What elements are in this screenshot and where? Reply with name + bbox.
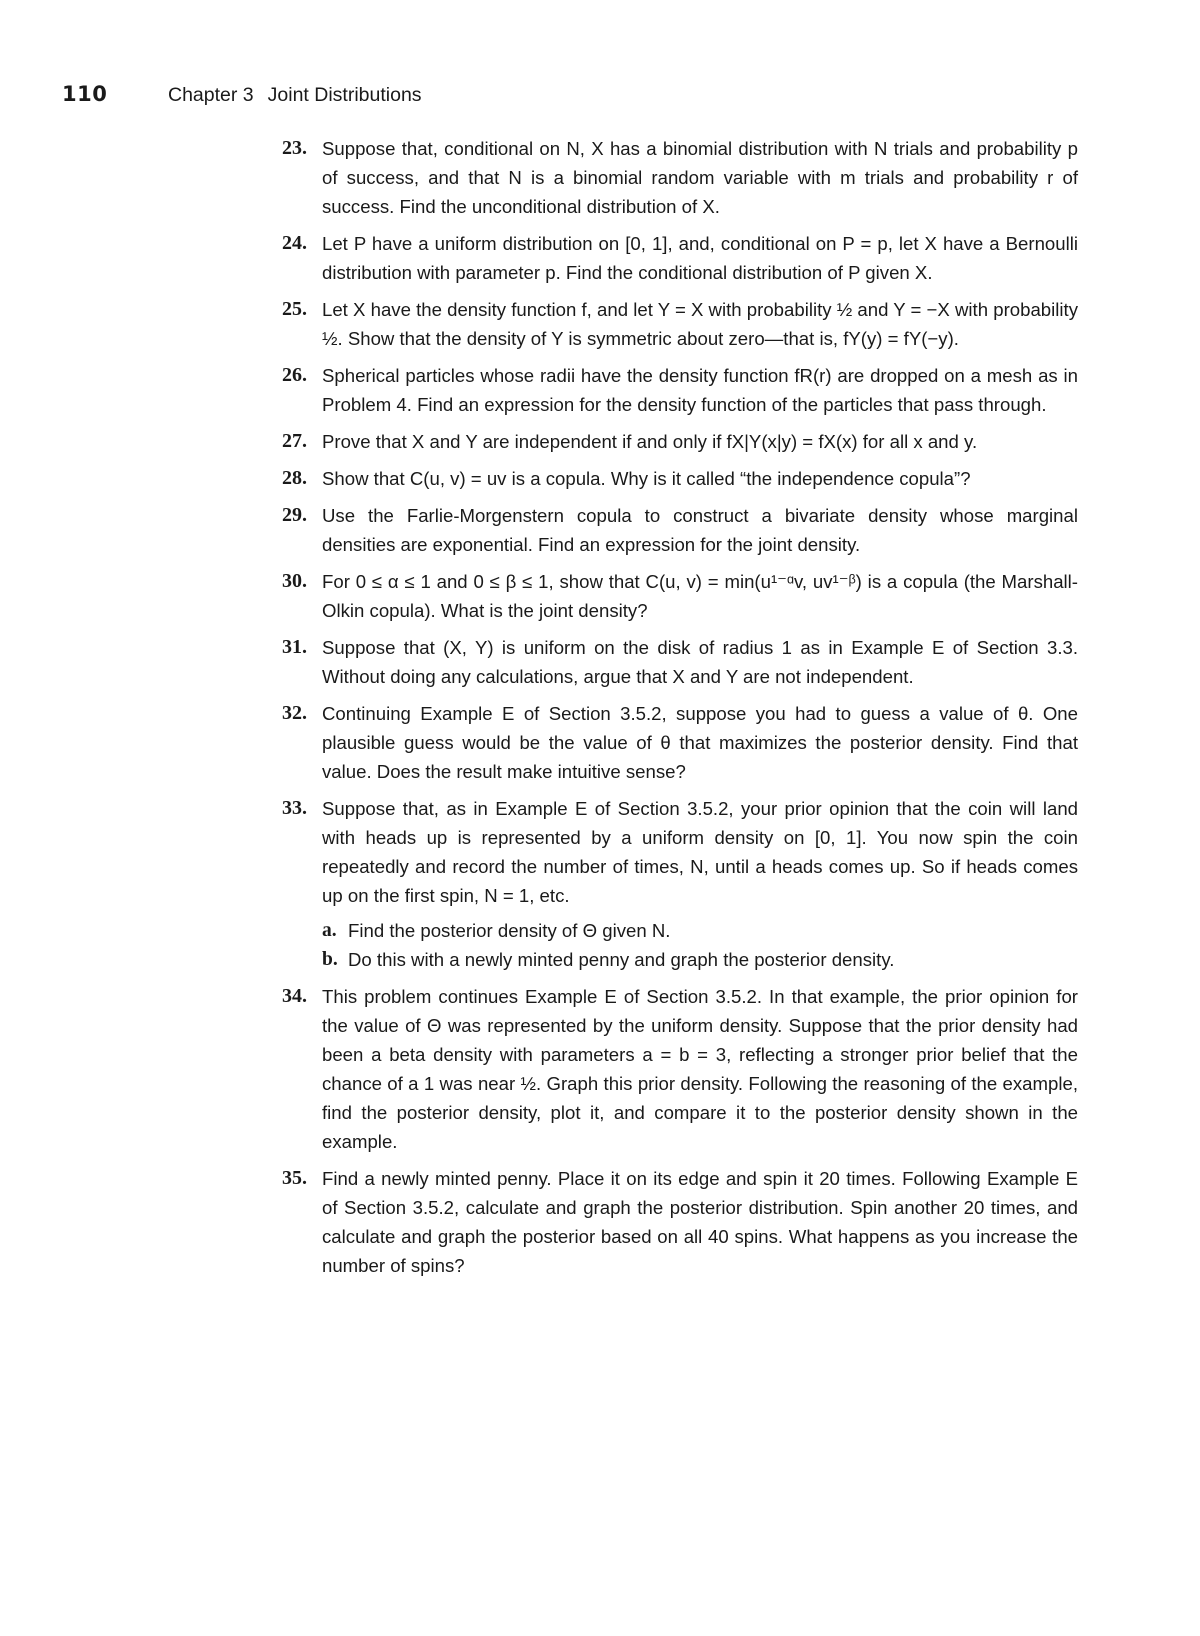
problem-number: 30.: [282, 570, 307, 592]
problem-number: 31.: [282, 636, 307, 658]
problem-text: Continuing Example E of Section 3.5.2, suppose you had to guess a value of θ. One plausible guess would be the value of θ that maximizes the posterior density. Find that value. Does the result make intuitive sense?: [322, 703, 1078, 782]
problem-body: [322, 794, 1078, 974]
problem-text: Suppose that, conditional on N, X has a binomial distribution with N trials and probability p of success, and that N is a binomial random variable with m trials and probability r of success. Find the unconditional distribution of X.: [322, 138, 1078, 217]
problem-23: [282, 134, 1078, 221]
problem-29: [282, 501, 1078, 559]
subpart-b: [322, 945, 1078, 974]
problem-text: For 0 ≤ α ≤ 1 and 0 ≤ β ≤ 1, show that C(u, v) = min(u¹⁻ᵅv, uv¹⁻ᵝ) is a copula (the Marshall-Olkin copula). What is the joint density?: [322, 571, 1078, 621]
problem-25: [282, 295, 1078, 353]
problem-text: Use the Farlie-Morgenstern copula to construct a bivariate density whose marginal densities are exponential. Find an expression for the joint density.: [322, 505, 1078, 555]
problem-number: 23.: [282, 137, 307, 159]
problem-text: Show that C(u, v) = uv is a copula. Why is it called “the independence copula”?: [322, 468, 971, 489]
problem-number: 25.: [282, 298, 307, 320]
problem-text: Spherical particles whose radii have the density function fR(r) are dropped on a mesh as in Problem 4. Find an expression for the density function of the particles that pass through.: [322, 365, 1078, 415]
problem-text: Let X have the density function f, and let Y = X with probability ½ and Y = −X with probability ½. Show that the density of Y is symmetric about zero—that is, fY(y) = fY(−y).: [322, 299, 1078, 349]
subpart-text: Find the posterior density of Θ given N.: [348, 920, 671, 941]
page-number: 110: [62, 82, 108, 106]
problem-33: [282, 794, 1078, 974]
problem-27: [282, 427, 1078, 456]
problem-number: 29.: [282, 504, 307, 526]
problem-text: Suppose that (X, Y) is uniform on the disk of radius 1 as in Example E of Section 3.3. Without doing any calculations, argue that X and Y are not independent.: [322, 637, 1078, 687]
subpart-text: Do this with a newly minted penny and graph the posterior density.: [348, 949, 895, 970]
problem-number: 32.: [282, 702, 307, 724]
problem-text: Let P have a uniform distribution on [0, 1], and, conditional on P = p, let X have a Bernoulli distribution with parameter p. Find the conditional distribution of P given X.: [322, 233, 1078, 283]
problem-31: [282, 633, 1078, 691]
problem-number: 26.: [282, 364, 307, 386]
problem-28: [282, 464, 1078, 493]
problem-number: 24.: [282, 232, 307, 254]
problem-number: 34.: [282, 985, 307, 1007]
problem-30: [282, 567, 1078, 625]
problem-number: 27.: [282, 430, 307, 452]
subpart-label: a.: [322, 920, 337, 941]
problem-number: 33.: [282, 797, 307, 819]
problem-number: 28.: [282, 467, 307, 489]
subpart-list: [322, 916, 1078, 974]
problem-text: This problem continues Example E of Section 3.5.2. In that example, the prior opinion for the value of Θ was represented by the uniform density. Suppose that the prior density had been a beta density with parameters a = b = 3, reflecting a stronger prior belief that the chance of a 1 was near ½. Graph this prior density. Following the reasoning of the example, find the posterior density, plot it, and compare it to the posterior density shown in the example.: [322, 986, 1078, 1152]
problem-34: [282, 982, 1078, 1156]
problem-number: 35.: [282, 1167, 307, 1189]
page-header: [62, 82, 422, 112]
problem-text: Find a newly minted penny. Place it on its edge and spin it 20 times. Following Example E of Section 3.5.2, calculate and graph the posterior distribution. Spin another 20 times, and calculate and graph the posterior based on all 40 spins. What happens as you increase the number of spins?: [322, 1168, 1078, 1276]
problem-list: [282, 134, 1078, 1280]
problem-26: [282, 361, 1078, 419]
subpart-label: b.: [322, 949, 338, 970]
running-head: [168, 84, 422, 107]
subpart-a: [322, 916, 1078, 945]
problem-35: [282, 1164, 1078, 1280]
problem-text: Prove that X and Y are independent if and only if fX|Y(x|y) = fX(x) for all x and y.: [322, 431, 978, 452]
problem-text: Suppose that, as in Example E of Section 3.5.2, your prior opinion that the coin will land with heads up is represented by a uniform density on [0, 1]. You now spin the coin repeatedly and record the number of times, N, until a heads comes up. So if heads comes up on the first spin, N = 1, etc.: [322, 798, 1078, 906]
problem-24: [282, 229, 1078, 287]
chapter-label: Chapter 3: [168, 84, 254, 106]
problem-32: [282, 699, 1078, 786]
chapter-title: Joint Distributions: [267, 84, 422, 106]
